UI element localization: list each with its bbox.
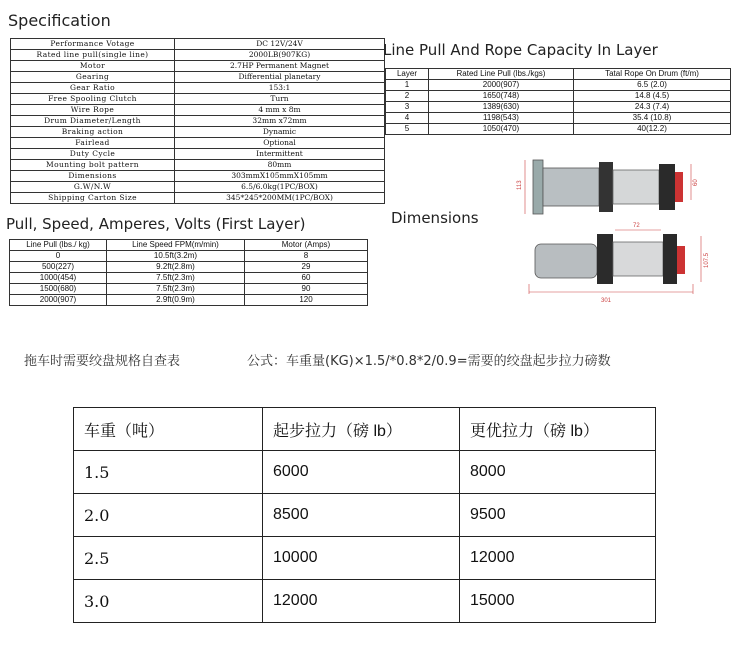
pull-speed-row-cell: 0 xyxy=(10,251,107,262)
line-pull-row-cell: 4 xyxy=(386,113,429,124)
spec-row-cell: Differential planetary xyxy=(175,72,385,83)
winch-row-cell: 15000 xyxy=(460,580,656,623)
spec-row-cell: 32mm x72mm xyxy=(175,116,385,127)
pull-speed-row-cell: 90 xyxy=(245,284,368,295)
line-pull-row-cell: 1198(543) xyxy=(429,113,574,124)
spec-row-cell: Performance Votage xyxy=(11,39,175,50)
dimension-label-h3: 107.5 xyxy=(704,252,710,268)
winch-row-cell: 2.5 xyxy=(74,537,263,580)
spec-row xyxy=(11,94,385,105)
line-pull-row xyxy=(386,113,731,124)
pull-speed-row-cell: 29 xyxy=(245,262,368,273)
spec-row-cell: Dynamic xyxy=(175,127,385,138)
spec-row-cell: Shipping Carton Size xyxy=(11,193,175,204)
spec-row-cell: Drum Diameter/Length xyxy=(11,116,175,127)
winch-row-cell: 10000 xyxy=(263,537,460,580)
line-pull-row xyxy=(386,91,731,102)
spec-row-cell: Braking action xyxy=(11,127,175,138)
spec-row xyxy=(11,116,385,127)
spec-row xyxy=(11,39,385,50)
winch-row-cell: 1.5 xyxy=(74,451,263,494)
line-pull-header-rated: Rated Line Pull (lbs./kgs) xyxy=(429,69,574,80)
pull-speed-header-pull: Line Pull (lbs./ kg) xyxy=(10,240,107,251)
spec-row-cell: 153:1 xyxy=(175,83,385,94)
spec-row-cell: 4 mm x 8m xyxy=(175,105,385,116)
line-pull-row-cell: 1650(748) xyxy=(429,91,574,102)
spec-row-cell: Fairlead xyxy=(11,138,175,149)
winch-row-cell: 12000 xyxy=(263,580,460,623)
line-pull-row-cell: 35.4 (10.8) xyxy=(574,113,731,124)
pull-speed-row-cell: 120 xyxy=(245,295,368,306)
line-pull-row-cell: 40(12.2) xyxy=(574,124,731,135)
spec-row-cell: Wire Rope xyxy=(11,105,175,116)
line-pull-title: Line Pull And Rope Capacity In Layer xyxy=(383,41,658,59)
line-pull-row-cell: 1389(630) xyxy=(429,102,574,113)
pull-speed-row-cell: 2.9ft(0.9m) xyxy=(107,295,245,306)
spec-table xyxy=(10,38,385,204)
spec-row xyxy=(11,72,385,83)
pull-speed-row-cell: 7.5ft(2.3m) xyxy=(107,284,245,295)
spec-row xyxy=(11,182,385,193)
pull-speed-title: Pull, Speed, Amperes, Volts (First Layer) xyxy=(6,215,306,233)
spec-row-cell: 303mmX105mmX105mm xyxy=(175,171,385,182)
line-pull-table xyxy=(385,68,731,135)
winch-row-cell: 12000 xyxy=(460,537,656,580)
pull-speed-row-cell: 500(227) xyxy=(10,262,107,273)
winch-side-view xyxy=(529,230,701,294)
line-pull-row-cell: 3 xyxy=(386,102,429,113)
spec-row xyxy=(11,50,385,61)
winch-row xyxy=(74,537,656,580)
pull-speed-row xyxy=(10,262,368,273)
spec-row xyxy=(11,105,385,116)
line-pull-row-cell: 6.5 (2.0) xyxy=(574,80,731,91)
line-pull-header-rope: Tatal Rope On Drum (ft/m) xyxy=(574,69,731,80)
pull-speed-row-cell: 2000(907) xyxy=(10,295,107,306)
winch-header-start-pull: 起步拉力（磅 lb） xyxy=(263,408,460,451)
line-pull-row-cell: 24.3 (7.4) xyxy=(574,102,731,113)
line-pull-row xyxy=(386,102,731,113)
spec-row-cell: Mounting bolt pattern xyxy=(11,160,175,171)
spec-row xyxy=(11,138,385,149)
spec-row-cell: Free Spooling Clutch xyxy=(11,94,175,105)
winch-row xyxy=(74,451,656,494)
spec-row xyxy=(11,160,385,171)
pull-speed-row-cell: 1500(680) xyxy=(10,284,107,295)
dimension-label-length: 301 xyxy=(601,298,612,304)
pull-speed-row xyxy=(10,273,368,284)
dimension-label-h2: 60 xyxy=(693,179,699,186)
winch-spec-table xyxy=(73,407,656,623)
winch-row-cell: 8000 xyxy=(460,451,656,494)
pull-speed-row-cell: 10.5ft(3.2m) xyxy=(107,251,245,262)
line-pull-row xyxy=(386,124,731,135)
spec-row-cell: Dimensions xyxy=(11,171,175,182)
pull-speed-row xyxy=(10,295,368,306)
spec-title: Specification xyxy=(8,11,111,30)
pull-speed-row-cell: 60 xyxy=(245,273,368,284)
pull-speed-row xyxy=(10,284,368,295)
spec-row xyxy=(11,171,385,182)
pull-speed-row-cell: 8 xyxy=(245,251,368,262)
note-formula: 公式：车重量(KG)×1.5/*0.8*2/0.9=需要的绞盘起步拉力磅数 xyxy=(247,354,611,369)
spec-row-cell: Motor xyxy=(11,61,175,72)
spec-row-cell: 6.5/6.0kg(1PC/BOX) xyxy=(175,182,385,193)
winch-dimension-drawing xyxy=(515,150,725,308)
spec-row-cell: 2000LB(907KG) xyxy=(175,50,385,61)
spec-row xyxy=(11,193,385,204)
note-left: 拖车时需要绞盘规格自查表 xyxy=(24,354,181,369)
spec-row-cell: G.W/N.W xyxy=(11,182,175,193)
spec-row-cell: DC 12V/24V xyxy=(175,39,385,50)
winch-row xyxy=(74,580,656,623)
line-pull-row-cell: 2 xyxy=(386,91,429,102)
spec-row-cell: Intermittent xyxy=(175,149,385,160)
spec-row xyxy=(11,83,385,94)
winch-row-cell: 6000 xyxy=(263,451,460,494)
winch-row xyxy=(74,494,656,537)
spec-row-cell: Optional xyxy=(175,138,385,149)
spec-row xyxy=(11,61,385,72)
pull-speed-row-cell: 7.5ft(2.3m) xyxy=(107,273,245,284)
line-pull-row-cell: 1050(470) xyxy=(429,124,574,135)
dimensions-title: Dimensions xyxy=(391,209,479,227)
winch-row-cell: 8500 xyxy=(263,494,460,537)
line-pull-row xyxy=(386,80,731,91)
pull-speed-header-motor: Motor (Amps) xyxy=(245,240,368,251)
winch-top-view xyxy=(525,160,691,214)
spec-row xyxy=(11,127,385,138)
winch-header-better-pull: 更优拉力（磅 lb） xyxy=(460,408,656,451)
winch-row-cell: 9500 xyxy=(460,494,656,537)
spec-row-cell: Gearing xyxy=(11,72,175,83)
winch-header-weight: 车重（吨） xyxy=(74,408,263,451)
winch-row-cell: 2.0 xyxy=(74,494,263,537)
spec-row-cell: Turn xyxy=(175,94,385,105)
pull-speed-table xyxy=(9,239,368,306)
pull-speed-row-cell: 9.2ft(2.8m) xyxy=(107,262,245,273)
dimension-label-w1: 72 xyxy=(633,223,640,229)
pull-speed-header-speed: Line Speed FPM(m/min) xyxy=(107,240,245,251)
line-pull-row-cell: 5 xyxy=(386,124,429,135)
spec-row-cell: Gear Ratio xyxy=(11,83,175,94)
pull-speed-row xyxy=(10,251,368,262)
line-pull-row-cell: 1 xyxy=(386,80,429,91)
line-pull-header-layer: Layer xyxy=(386,69,429,80)
line-pull-row-cell: 2000(907) xyxy=(429,80,574,91)
spec-row-cell: Rated line pull(single line) xyxy=(11,50,175,61)
spec-row-cell: 345*245*200MM(1PC/BOX) xyxy=(175,193,385,204)
dimension-label-h1: 113 xyxy=(517,180,523,190)
pull-speed-row-cell: 1000(454) xyxy=(10,273,107,284)
winch-row-cell: 3.0 xyxy=(74,580,263,623)
spec-row xyxy=(11,149,385,160)
spec-row-cell: 80mm xyxy=(175,160,385,171)
line-pull-row-cell: 14.8 (4.5) xyxy=(574,91,731,102)
spec-row-cell: Duty Cycle xyxy=(11,149,175,160)
spec-row-cell: 2.7HP Permanent Magnet xyxy=(175,61,385,72)
